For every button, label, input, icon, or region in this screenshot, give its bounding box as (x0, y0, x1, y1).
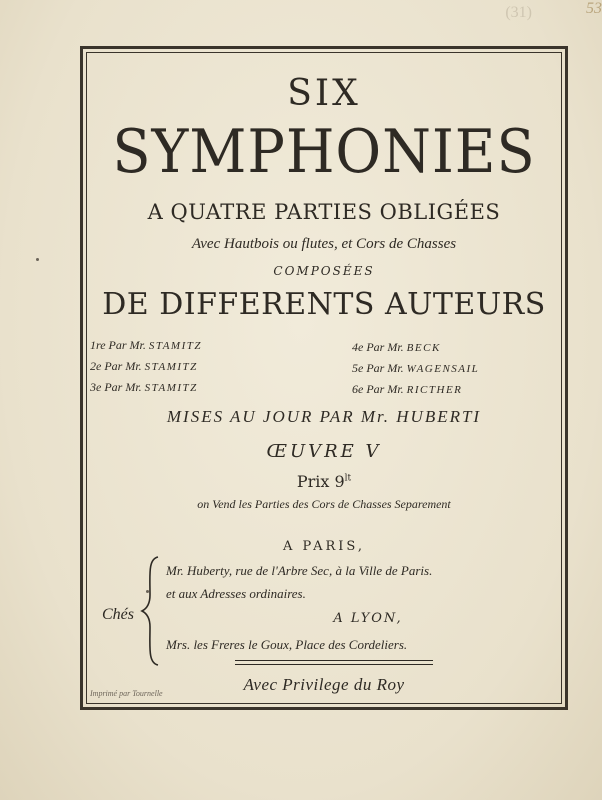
subtitle-parties: A QUATRE PARTIES OBLIGÉES (147, 200, 501, 224)
paris-address: Mr. Huberty, rue de l'Arbre Sec, à la Ville de Paris. (166, 563, 433, 578)
subtitle-instruments: Avec Hautbois ou flutes, et Cors de Chasses (191, 236, 457, 252)
author-name: STAMITZ (144, 361, 198, 373)
author-name: RICTHER (406, 384, 463, 396)
divider (235, 660, 433, 661)
author-prefix: 6e Par Mr. (352, 382, 404, 396)
ink-spot (146, 590, 149, 593)
curly-brace (140, 555, 162, 667)
author-name: BECK (406, 342, 441, 354)
author-4 (352, 340, 441, 355)
subtitle-auteurs: DE DIFFERENTS AUTEURS (102, 287, 546, 322)
royal-privilege: Avec Privilege du Roy (243, 675, 405, 694)
paris-address-2: et aux Adresses ordinaires. (166, 586, 306, 601)
author-2 (90, 359, 198, 374)
author-1 (90, 338, 202, 353)
price (86, 474, 562, 490)
subtitle-composees: COMPOSÉES (273, 264, 375, 278)
city-lyon: A LYON, (333, 611, 403, 626)
ink-spot (36, 258, 39, 261)
author-prefix: 1re Par Mr. (90, 338, 146, 352)
author-prefix: 5e Par Mr. (352, 361, 404, 375)
author-name: STAMITZ (144, 382, 198, 394)
price-unit: lt (344, 473, 352, 484)
title-symphonies: SYMPHONIES (112, 117, 536, 187)
engraver-credit: Imprimé par Tournelle (90, 689, 163, 698)
lyon-address: Mrs. les Freres le Goux, Place des Cordeliers. (166, 637, 408, 652)
opus-number: ŒUVRE V (266, 441, 382, 462)
author-prefix: 3e Par Mr. (90, 380, 142, 394)
pencil-mark: (31) (505, 4, 532, 21)
author-name: STAMITZ (148, 340, 202, 352)
city-paris: A PARIS, (283, 539, 365, 554)
author-6 (352, 382, 462, 397)
author-3 (90, 380, 198, 395)
author-prefix: 4e Par Mr. (352, 340, 404, 354)
ches-label: Chés (102, 606, 134, 623)
title-six: SIX (287, 73, 361, 114)
publisher-line: MISES AU JOUR PAR Mr. HUBERTI (166, 407, 482, 426)
page-number: 53 (586, 0, 602, 17)
author-name: WAGENSAIL (406, 363, 480, 375)
price-label: Prix 9 (296, 472, 345, 491)
author-5 (352, 361, 479, 376)
author-prefix: 2e Par Mr. (90, 359, 142, 373)
sales-note: on Vend les Parties des Cors de Chasses Separement (197, 497, 451, 511)
divider (235, 664, 433, 665)
